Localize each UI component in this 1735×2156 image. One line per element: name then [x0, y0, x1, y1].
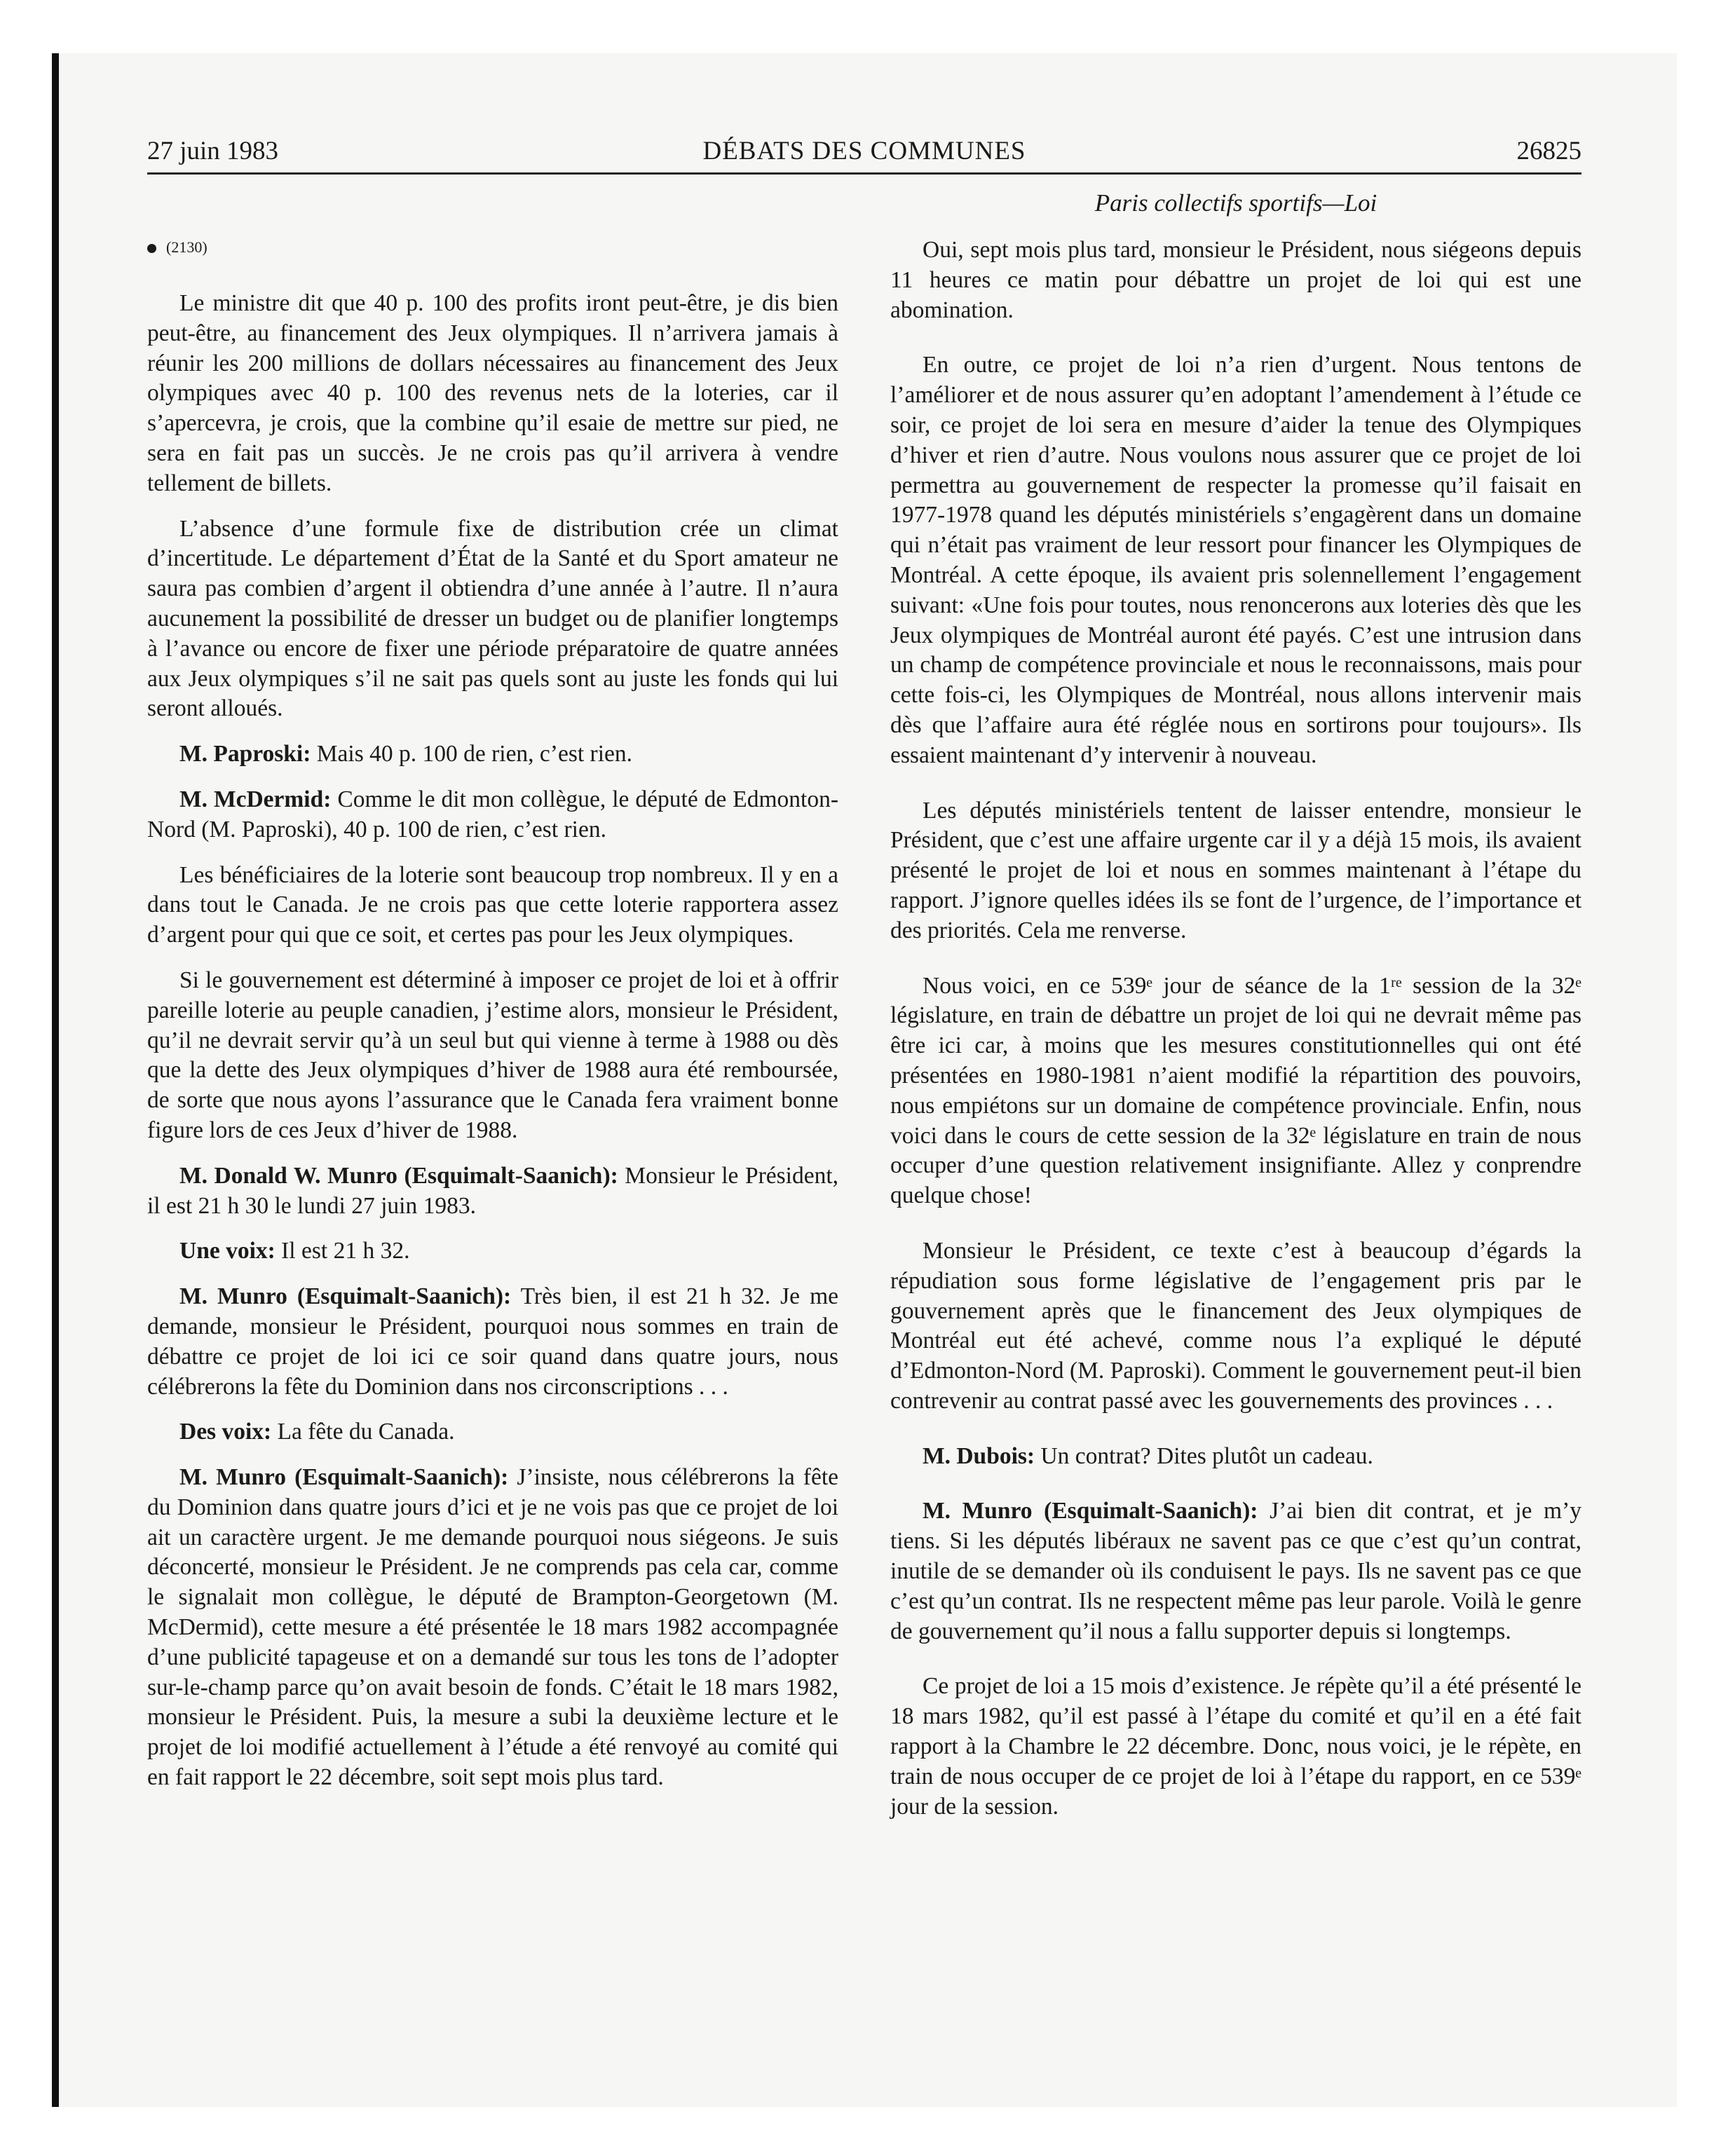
scan-edge — [52, 53, 59, 2107]
right-column — [890, 236, 1581, 1847]
paragraph-text: J’ai bien dit contrat, et je m’y tiens. Si les députés libéraux ne savent pas ce que c’est qu’un contrat, inutile de se demander où ils conduisent le pays. Ils ne savent pas ce que c’est qu’un contrat. Ils ne respectent même pas leur parole. Voilà le genre de gouvernement qu’il nous a fallu supporter depuis si longtemps. — [890, 1498, 1582, 1644]
paragraph-text: Ce projet de loi a 15 mois d’existence. Je répète qu’il a été présenté le 18 mars 1982, qu’il est passé à l’étape du comité et qu’il en a été fait rapport à la Chambre le 22 décembre. Donc, nous voici, je le répète, en train de nous occuper de ce projet de loi à l’étape du rapport, en ce 539ᵉ jour de la session. — [890, 1673, 1581, 1820]
paragraph — [147, 1282, 838, 1402]
paragraph-text: Un contrat? Dites plutôt un cadeau. — [1035, 1442, 1373, 1469]
left-column — [147, 237, 838, 1808]
speaker-name: M. Donald W. Munro (Esquimalt-Saanich): — [179, 1162, 618, 1189]
paragraph-text: Oui, sept mois plus tard, monsieur le Président, nous siégeons depuis 11 heures ce matin pour débattre un projet de loi qui est une abomination. — [890, 237, 1581, 323]
paragraph — [147, 1463, 838, 1793]
speaker-name: M. Munro (Esquimalt-Saanich): — [923, 1498, 1258, 1524]
header-rule — [147, 172, 1581, 175]
paragraph — [147, 1236, 838, 1267]
paragraph — [147, 861, 838, 950]
paragraph — [147, 1417, 838, 1447]
paragraph — [890, 350, 1581, 770]
paragraph-text: Il est 21 h 32. — [275, 1238, 410, 1264]
paragraph-text: Monsieur le Président, ce texte c’est à beaucoup d’égards la répudiation sous forme législative de l’engagement pris par le gouvernement après que le financement des Jeux olympiques de Montréal eut été achevé, comme nous l’a expliqué le député d’Edmonton-Nord (M. Paproski). Comment le gouvernement peut-il bien contrevenir au contrat passé avec les gouvernements des provinces . . . — [890, 1237, 1581, 1414]
speaker-name: Une voix: — [179, 1238, 275, 1264]
paragraph — [890, 236, 1581, 325]
paragraph — [890, 1672, 1581, 1822]
paragraph — [890, 796, 1581, 946]
paragraph — [890, 1496, 1581, 1646]
bullet-icon — [147, 244, 156, 253]
running-head: Paris collectifs sportifs—Loi — [1094, 189, 1377, 217]
paragraph-text: Nous voici, en ce 539ᵉ jour de séance de la 1ʳᵉ session de la 32ᵉ législature, en train de débattre un projet de loi qui ne devrait même pas être ici car, à moins que les mesures constitutionnelles qui ont été présentées en 1980-1981 n’aient modifié la répartition des pouvoirs, nous empiétons sur un domaine de compétence provinciale. Enfin, nous voici dans le cours de cette session de la 32ᵉ législature en train de nous occuper d’une question relativement insignifiante. Allez y conprendre quelque chose! — [890, 972, 1581, 1209]
page-number: 26825 — [1516, 137, 1581, 165]
speaker-name: M. Munro (Esquimalt-Saanich): — [179, 1464, 509, 1491]
paragraph — [147, 739, 838, 770]
time-marker — [147, 237, 838, 258]
speaker-name: Des voix: — [179, 1419, 272, 1445]
paragraph-text: Les bénéficiaires de la loterie sont beaucoup trop nombreux. Il y en a dans tout le Canada. Je ne crois pas que cette loterie rapportera assez d’argent pour qui que ce soit, et certes pas pour les Jeux olympiques. — [147, 861, 838, 948]
speaker-name: M. McDermid: — [179, 786, 332, 812]
paragraph — [147, 785, 838, 845]
paragraph-text: Si le gouvernement est déterminé à imposer ce projet de loi et à offrir pareille loterie au peuple canadien, j’estime alors, monsieur le Président, qu’il ne devrait servir qu’à un seul but qui vienne à terme à 1988 ou dès que la dette des Jeux olympiques d’hiver de 1988 aura été remboursée, de sorte que nous ayons l’assurance que le Canada fera vraiment bonne figure lors de ces Jeux d’hiver de 1988. — [147, 967, 838, 1143]
speaker-name: M. Paproski: — [179, 741, 311, 767]
paragraph — [890, 1442, 1581, 1472]
paragraph — [147, 1161, 838, 1222]
paragraph — [147, 289, 838, 499]
paragraph-text: Le ministre dit que 40 p. 100 des profits iront peut-être, je dis bien peut-être, au financement des Jeux olympiques. Il n’arrivera jamais à réunir les 200 millions de dollars nécessaires au financement des Jeux olympiques avec 40 p. 100 des revenus nets de la loteries, car il s’apercevra, je crois, que la combine qu’il esaie de mettre sur pied, ne sera en fait pas un succès. Je ne crois pas qu’il arrivera à vendre tellement de billets. — [147, 290, 838, 496]
left-paragraphs — [147, 289, 838, 1793]
paragraph — [147, 966, 838, 1146]
paragraph-text: Comme le dit mon collègue, le député de Edmonton-Nord (M. Paproski), 40 p. 100 de rien, c’est rien. — [147, 786, 838, 842]
time-marker-label: (2130) — [166, 238, 207, 256]
paragraph — [890, 1236, 1581, 1417]
paragraph-text: L’absence d’une formule fixe de distribution crée un climat d’incertitude. Le département d’État de la Santé et du Sport amateur ne saura pas combien d’argent il obtiendra d’une année à l’autre. Il n’aura aucunement la possibilité de dresser un budget ou de planifier longtemps à l’avance ou encore de fixer une période préparatoire de quatre années aux Jeux olympiques s’il ne sait pas quels sont au juste les fonds qui lui seront alloués. — [147, 515, 838, 722]
paragraph-text: En outre, ce projet de loi n’a rien d’urgent. Nous tentons de l’améliorer et de nous assurer qu’en adoptant l’amendement à l’étude ce soir, ce projet de loi sera en mesure d’aider la tenue des Olympiques d’hiver et rien d’autre. Nous voulons nous assurer que ce projet de loi permettra au gouvernement de respecter la promesse qu’il faisait en 1977-1978 quand les députés ministériels s’engagèrent dans un domaine qui n’était pas vraiment de leur ressort pour financer les Olympiques de Montréal. A cette époque, ils avaient pris solennellement l’engagement suivant: «Une fois pour toutes, nous renoncerons aux loteries dès que les Jeux olympiques de Montréal auront été payés. C’est une intrusion dans un champ de compétence provinciale et nous le reconnaissons, mais pour cette fois-ci, les Olympiques de Montréal, nous allons intervenir mais dès que l’affaire aura été réglée nous en sortirons pour toujours». Ils essaient maintenant d’y intervenir à nouveau. — [890, 352, 1581, 768]
header-date: 27 juin 1983 — [147, 137, 279, 165]
paragraph-text: Monsieur le Président, il est 21 h 30 le lundi 27 juin 1983. — [147, 1162, 839, 1219]
speaker-name: M. Munro (Esquimalt-Saanich): — [179, 1283, 512, 1310]
paragraph-text: Mais 40 p. 100 de rien, c’est rien. — [311, 741, 633, 767]
paragraph-text: Très bien, il est 21 h 32. Je me demande, monsieur le Président, pourquoi nous sommes en train de débattre ce projet de loi ici ce soir quand dans quatre jours, nous célébrerons la fête du Dominion dans nos circonscriptions . . . — [147, 1283, 838, 1400]
paragraph-text: Les députés ministériels tentent de laisser entendre, monsieur le Président, que c’est une affaire urgente car il y a déjà 15 mois, ils avaient présenté le projet de loi et nous en sommes maintenant à l’étape du rapport. J’ignore quelles idées ils se font de l’urgence, de l’importance et des priorités. Cela me renverse. — [890, 797, 1581, 943]
journal-title: DÉBATS DES COMMUNES — [702, 137, 1026, 165]
paragraph-text: La fête du Canada. — [271, 1419, 455, 1445]
paragraph — [147, 514, 838, 725]
paragraph — [890, 971, 1581, 1211]
paragraph-text: J’insiste, nous célébrerons la fête du Dominion dans quatre jours d’ici et je ne vois pas que ce projet de loi ait un caractère urgent. Je me demande pourquoi nous siégeons. Je suis déconcerté, monsieur le Président. Je ne comprends pas cela car, comme le signalait mon collègue, le député de Brampton-Georgetown (M. McDermid), cette mesure a été présentée le 18 mars 1982 accompagnée d’une publicité tapageuse et on a demandé sur tous les tons de l’adopter sur-le-champ parce qu’on avait besoin de fonds. C’était le 18 mars 1982, monsieur le Président. Puis, la mesure a subi la deuxième lecture et le projet de loi modifié actuellement à l’étude a été renvoyé au comité qui en fait rapport le 22 décembre, soit sept mois plus tard. — [147, 1464, 838, 1791]
right-paragraphs — [890, 236, 1581, 1822]
page-header — [147, 136, 1581, 174]
speaker-name: M. Dubois: — [923, 1442, 1035, 1469]
